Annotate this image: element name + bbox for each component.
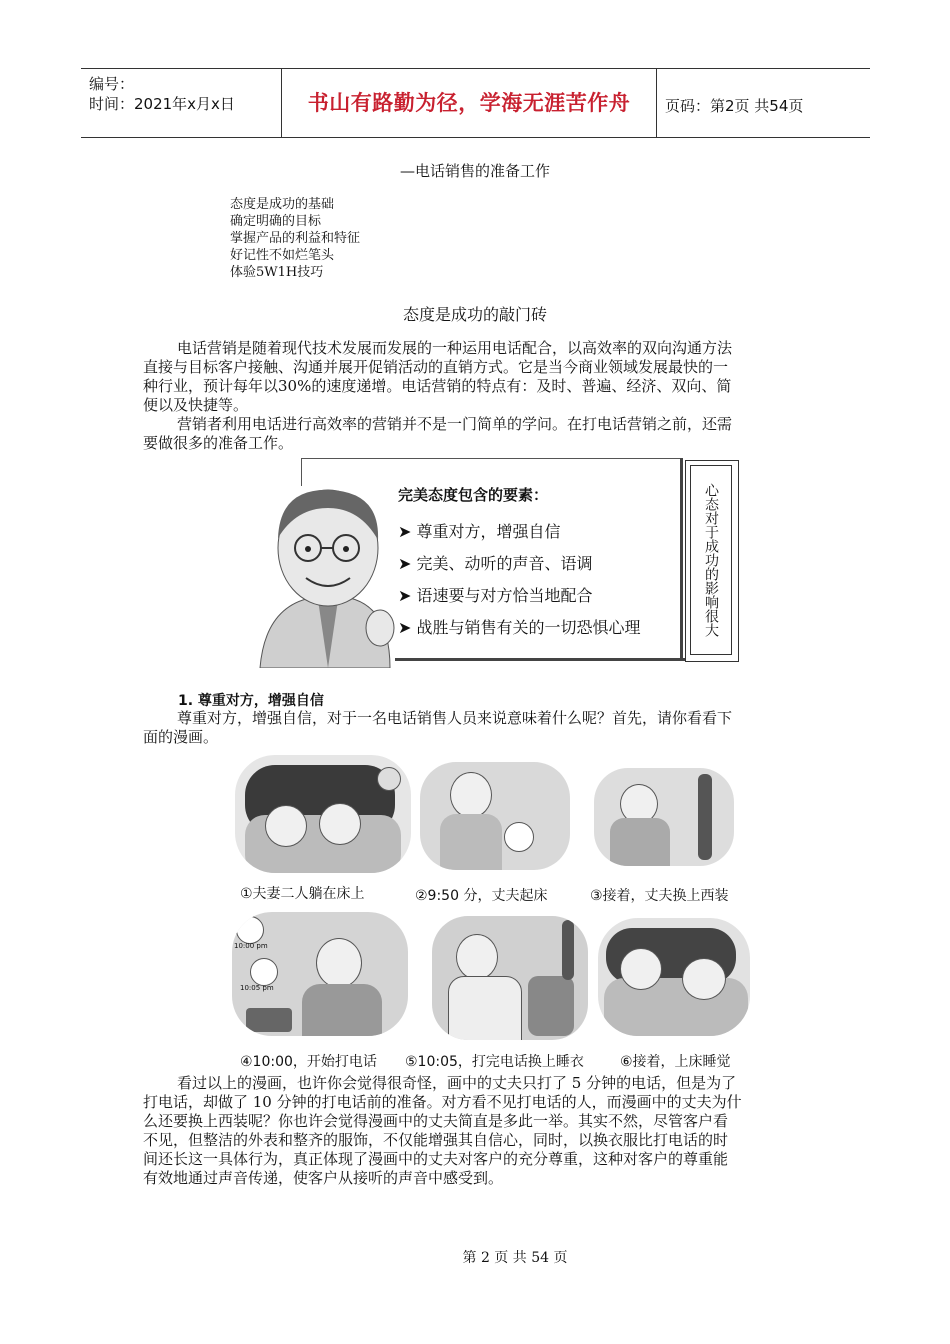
- page-footer: 第 2 页 共 54 页: [462, 1250, 568, 1266]
- paragraph-line: 看过以上的漫画，也许你会觉得很奇怪，画中的丈夫只打了 5 分钟的电话，但是为了: [177, 1074, 737, 1092]
- figure-side-box: [685, 460, 739, 662]
- header-page-label: 页码：第2页 共54页: [665, 97, 804, 115]
- figure-frame-top: [302, 458, 680, 459]
- comic-panel-1-image: [235, 755, 411, 873]
- header-page-cell: [657, 69, 870, 137]
- attitude-figure: [240, 458, 740, 668]
- paragraph-respect: [143, 709, 813, 747]
- arrow-right-icon: ➤: [398, 554, 412, 573]
- paragraph-line: 不见，但整洁的外表和整齐的服饰，不仅能增强其自信心，同时，以换衣服比打电话的时: [143, 1131, 729, 1149]
- comic-panel-5-image: [432, 916, 588, 1040]
- paragraph-line: 有效地通过声音传递，使客户从接听的声音中感受到。: [143, 1169, 504, 1187]
- comic-panel-6-image: [598, 918, 750, 1036]
- figure-frame-bottom: [395, 658, 685, 661]
- outline-item: 好记性不如烂笔头: [230, 248, 335, 263]
- figure-bullet: ➤ 完美、动听的声音、语调: [398, 554, 593, 573]
- doc-time-label: 时间：2021年x月x日: [89, 95, 235, 113]
- paragraph-line: 间还长这一具体行为，真正体现了漫画中的丈夫对客户的充分尊重，这种对客户的尊重能: [143, 1150, 729, 1168]
- comic-caption: ①夫妻二人躺在床上: [240, 886, 365, 902]
- doc-number-label: 编号：: [89, 75, 135, 93]
- paragraph-line: 种行业，预计每年以30%的速度递增。电话营销的特点有：及时、普遍、经济、双向、简: [143, 377, 732, 395]
- outline-item: 确定明确的目标: [230, 214, 322, 229]
- clock-label: 10:00 pm: [234, 942, 268, 950]
- header-meta: [81, 69, 282, 137]
- header-motto: 书山有路勤为径，学海无涯苦作舟: [307, 91, 631, 115]
- cartoon-man-image: [240, 478, 400, 668]
- comic-caption: ⑥接着，上床睡觉: [620, 1054, 731, 1070]
- paragraph-line: 电话营销是随着现代技术发展而发展的一种运用电话配合，以高效率的双向沟通方法: [177, 339, 733, 357]
- paragraph-analysis: [143, 1074, 813, 1188]
- paragraph-line: 面的漫画。: [143, 728, 219, 746]
- subsection-title: 1. 尊重对方，增强自信: [178, 693, 324, 709]
- comic-caption: ⑤10:05，打完电话换上睡衣: [405, 1054, 584, 1070]
- comic-caption: ③接着，丈夫换上西装: [590, 888, 729, 904]
- paragraph-intro: [143, 339, 813, 453]
- comic-panel-2-image: [420, 762, 570, 870]
- paragraph-line: 尊重对方，增强自信，对于一名电话销售人员来说意味着什么呢？首先，请你看看下: [177, 709, 733, 727]
- arrow-right-icon: ➤: [398, 522, 412, 541]
- comic-panel-4-image: [232, 912, 408, 1036]
- figure-bullet: ➤ 战胜与销售有关的一切恐惧心理: [398, 618, 641, 637]
- paragraph-line: 么还要换上西装呢？你也许会觉得漫画中的丈夫简直是多此一举。其实不然，尽管客户看: [143, 1112, 729, 1130]
- outline-item: 掌握产品的利益和特征: [230, 231, 361, 246]
- outline-item: 态度是成功的基础: [230, 197, 335, 212]
- paragraph-line: 营销者利用电话进行高效率的营销并不是一门简单的学问。在打电话营销之前，还需: [177, 415, 733, 433]
- outline-list: [230, 196, 360, 281]
- section-title: 态度是成功的敲门砖: [402, 305, 547, 324]
- arrow-right-icon: ➤: [398, 586, 412, 605]
- arrow-right-icon: ➤: [398, 618, 412, 637]
- header-motto-cell: [282, 69, 657, 137]
- clock-label: 10:05 pm: [240, 984, 274, 992]
- figure-bullet-list: [398, 516, 641, 644]
- figure-bullet: ➤ 尊重对方，增强自信: [398, 522, 561, 541]
- figure-heading: 完美态度包含的要素：: [398, 486, 549, 504]
- comic-caption: ②9:50 分，丈夫起床: [415, 888, 548, 904]
- figure-frame-right: [680, 458, 683, 661]
- paragraph-line: 直接与目标客户接触、沟通并展开促销活动的直销方式。它是当今商业领域发展最快的一: [143, 358, 729, 376]
- doc-title: —电话销售的准备工作: [399, 162, 550, 180]
- figure-bullet: ➤ 语速要与对方恰当地配合: [398, 586, 593, 605]
- outline-item: 体验5W1H技巧: [230, 265, 324, 280]
- comic-caption: ④10:00，开始打电话: [240, 1054, 377, 1070]
- paragraph-line: 便以及快捷等。: [143, 396, 249, 414]
- comic-panel-3-image: [594, 768, 734, 866]
- figure-side-text: 心态对于成功的影响很大: [690, 465, 732, 655]
- page-header: [81, 68, 870, 138]
- paragraph-line: 打电话，却做了 10 分钟的打电话前的准备。对方看不见打电话的人，而漫画中的丈夫为什: [143, 1093, 742, 1111]
- paragraph-line: 要做很多的准备工作。: [143, 434, 294, 452]
